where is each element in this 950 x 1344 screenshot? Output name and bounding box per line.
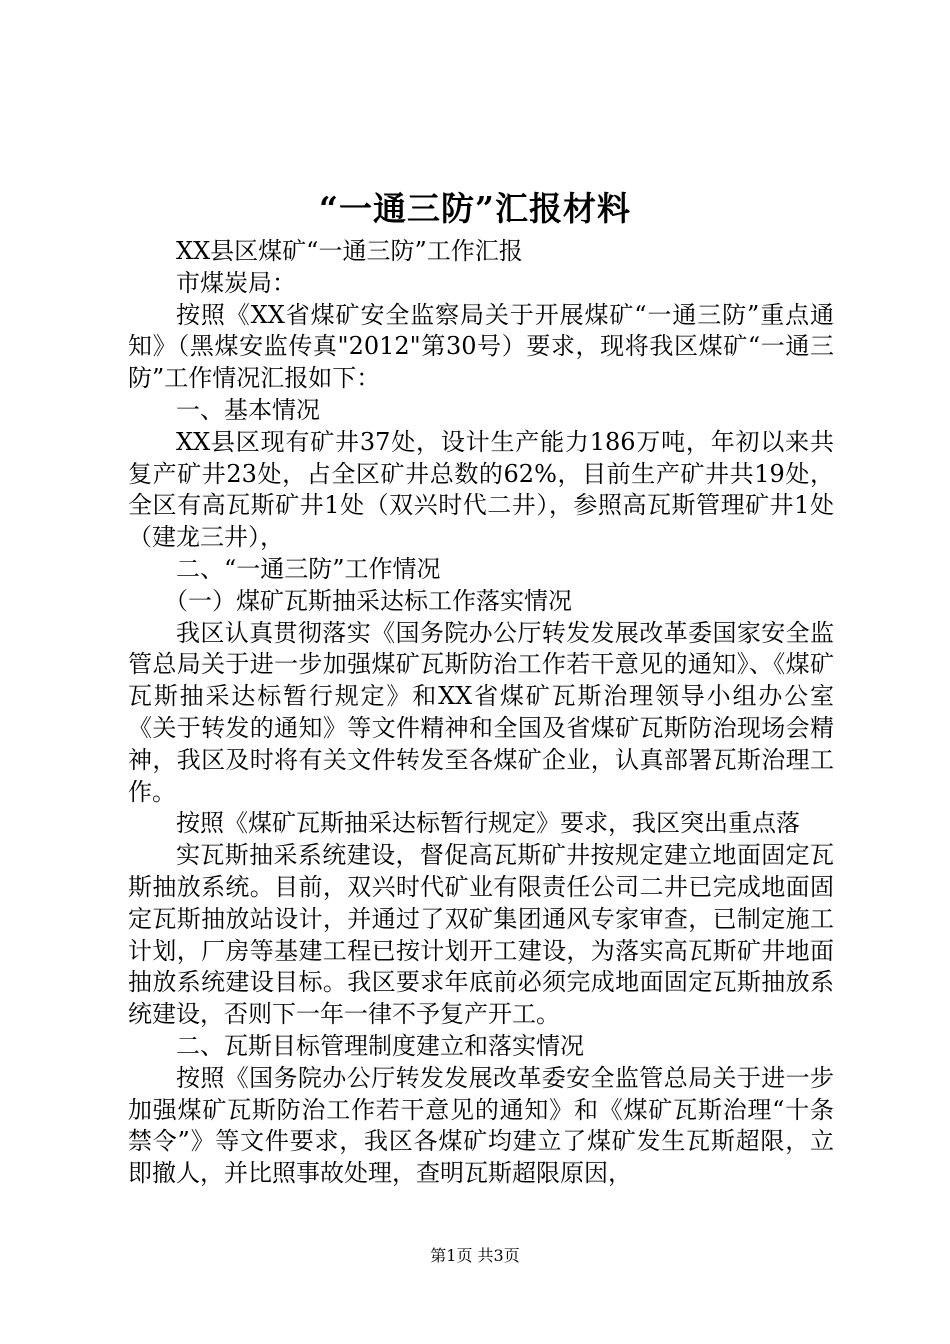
- section-heading-management: 二、瓦斯目标管理制度建立和落实情况: [176, 1031, 584, 1060]
- paragraph-intro: 按照《XX省煤矿安全监察局关于开展煤矿“一通三防”重点通知》（黑煤安监传真"2012"第30号）要求，现将我区煤矿“一通三防”工作情况汇报如下：: [128, 300, 834, 393]
- paragraph-management: 按照《国务院办公厅转发发展改革委安全监管总局关于进一步加强煤矿瓦斯防治工作若干意见的通知》和《煤矿瓦斯治理“十条禁令”》等文件要求，我区各煤矿均建立了煤矿发生瓦斯超限，立即撤人，并比照事故处理，查明瓦斯超限原因，: [128, 1063, 834, 1188]
- section-heading-basic: 一、基本情况: [176, 395, 320, 424]
- subsection-heading-extraction: （一）煤矿瓦斯抽采达标工作落实情况: [164, 586, 572, 615]
- section-heading-work: 二、“一通三防”工作情况: [176, 554, 441, 583]
- paragraph-requirement: 按照《煤矿瓦斯抽采达标暂行规定》要求，我区突出重点落: [176, 809, 800, 838]
- document-title: “一通三防”汇报材料: [319, 189, 631, 228]
- paragraph-implementation: 我区认真贯彻落实《国务院办公厅转发发展改革委国家安全监管总局关于进一步加强煤矿瓦斯防治工作若干意见的通知》、《煤矿瓦斯抽采达标暂行规定》和XX省煤矿瓦斯治理领导小组办公室《关于转发的通知》等文件精神和全国及省煤矿瓦斯防治现场会精神，我区及时将有关文件转发至各煤矿企业，认真部署瓦斯治理工作。: [128, 618, 834, 806]
- paragraph-system-construction: 实瓦斯抽采系统建设，督促高瓦斯矿井按规定建立地面固定瓦斯抽放系统。目前，双兴时代矿业有限责任公司二井已完成地面固定瓦斯抽放站设计，并通过了双矿集团通风专家审查，已制定施工计划，厂房等基建工程已按计划开工建设，为落实高瓦斯矿井地面抽放系统建设目标。我区要求年底前必须完成地面固定瓦斯抽放系统建设，否则下一年一律不予复产开工。: [128, 841, 834, 1029]
- document-body: [128, 236, 834, 1190]
- paragraph-recipient: 市煤炭局：: [176, 268, 296, 297]
- page-footer: 第1页 共3页: [430, 1246, 520, 1265]
- paragraph-heading: XX县区煤矿“一通三防”工作汇报: [176, 237, 523, 265]
- paragraph-basic-info: XX县区现有矿井37处，设计生产能力186万吨，年初以来共复产矿井23处，占全区矿井总数的62%，目前生产矿井共19处，全区有高瓦斯矿井1处（双兴时代二井），参照高瓦斯管理矿井1处（建龙三井），: [128, 427, 834, 552]
